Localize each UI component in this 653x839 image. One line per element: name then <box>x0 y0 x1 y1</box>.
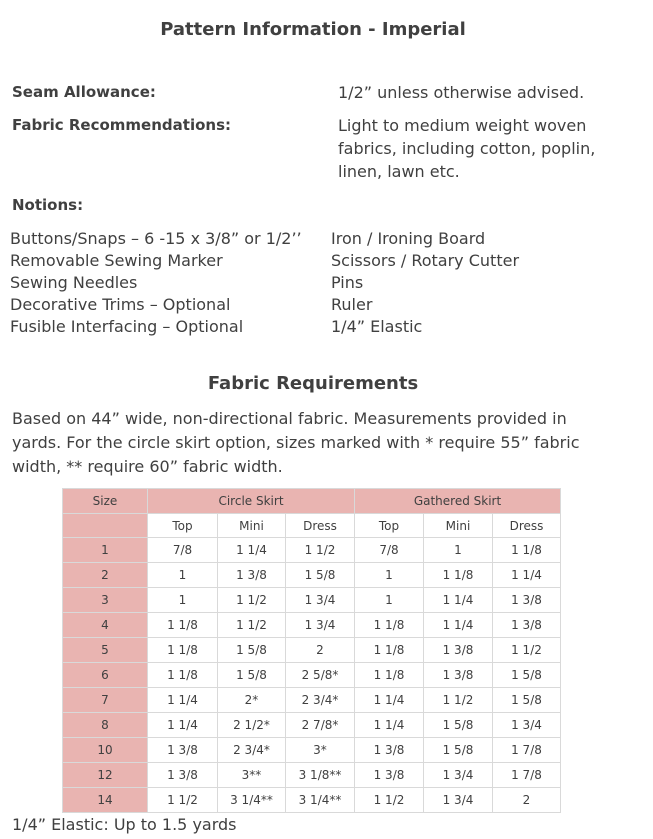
size-cell: 10 <box>63 738 148 763</box>
fabric-recommendations-label: Fabric Recommendations: <box>12 116 231 134</box>
yardage-cell: 1 1/2 <box>148 788 218 813</box>
yardage-cell: 3** <box>218 763 286 788</box>
yardage-cell: 1 5/8 <box>218 663 286 688</box>
table-header-row <box>63 489 561 514</box>
fabric-requirements-title: Fabric Requirements <box>207 373 419 394</box>
page-title: Pattern Information - Imperial <box>160 19 466 40</box>
yardage-cell: 1 5/8 <box>493 688 561 713</box>
yardage-cell: 1 3/4 <box>493 713 561 738</box>
notion-item: Sewing Needles <box>10 273 138 292</box>
circle-top-header: Top <box>148 514 218 538</box>
yardage-cell: 3 1/4** <box>286 788 355 813</box>
table-row <box>63 738 561 763</box>
yardage-cell: 1 1/8 <box>493 538 561 563</box>
size-header: Size <box>63 489 148 514</box>
notion-item: Iron / Ironing Board <box>331 229 486 248</box>
table-row <box>63 613 561 638</box>
yardage-cell: 1 1/4 <box>493 563 561 588</box>
yardage-cell: 1 1/8 <box>148 613 218 638</box>
yardage-cell: 1 3/8 <box>424 663 493 688</box>
yardage-cell: 2 7/8* <box>286 713 355 738</box>
yardage-cell: 2 5/8* <box>286 663 355 688</box>
yardage-cell: 1 3/4 <box>286 613 355 638</box>
table-row <box>63 538 561 563</box>
notion-item: Pins <box>331 273 364 292</box>
size-cell: 7 <box>63 688 148 713</box>
yardage-cell: 1 1/4 <box>424 613 493 638</box>
size-cell: 3 <box>63 588 148 613</box>
yardage-cell: 1 1/2 <box>286 538 355 563</box>
yardage-cell: 1 <box>148 563 218 588</box>
yardage-cell: 1 3/4 <box>424 763 493 788</box>
yardage-cell: 1 <box>148 588 218 613</box>
notion-item: Fusible Interfacing – Optional <box>10 317 244 336</box>
yardage-cell: 1 7/8 <box>493 763 561 788</box>
table-row <box>63 713 561 738</box>
yardage-cell: 2 3/4* <box>286 688 355 713</box>
yardage-cell: 1 1/8 <box>148 663 218 688</box>
yardage-cell: 1 3/8 <box>355 763 424 788</box>
yardage-cell: 1 1/2 <box>424 688 493 713</box>
notion-item: 1/4” Elastic <box>331 317 423 336</box>
table-row <box>63 588 561 613</box>
yardage-cell: 7/8 <box>355 538 424 563</box>
yardage-cell: 1 1/2 <box>218 613 286 638</box>
yardage-cell: 1 1/4 <box>355 713 424 738</box>
fabric-line: Light to medium weight woven <box>338 116 587 135</box>
gathered-skirt-header: Gathered Skirt <box>355 489 561 514</box>
fabric-line: linen, lawn etc. <box>338 162 460 181</box>
yardage-cell: 1 1/4 <box>148 713 218 738</box>
yardage-cell: 1 3/8 <box>424 638 493 663</box>
yardage-cell: 3* <box>286 738 355 763</box>
yardage-cell: 1 7/8 <box>493 738 561 763</box>
table-row <box>63 563 561 588</box>
yardage-cell: 1 1/8 <box>355 638 424 663</box>
yardage-cell: 1 <box>355 588 424 613</box>
yardage-cell: 1 1/4 <box>148 688 218 713</box>
yardage-cell: 1 3/8 <box>218 563 286 588</box>
yardage-cell: 1 <box>424 538 493 563</box>
table-row <box>63 663 561 688</box>
fabric-requirements-description: Based on 44” wide, non-directional fabric. Measurements provided in yards. For the circle skirt option, sizes marked with * require 55” fabric width, ** require 60” fabric width. <box>12 409 580 476</box>
size-cell: 5 <box>63 638 148 663</box>
yardage-cell: 1 1/4 <box>424 588 493 613</box>
yardage-cell: 1 5/8 <box>218 638 286 663</box>
yardage-cell: 2* <box>218 688 286 713</box>
yardage-cell: 1 5/8 <box>424 713 493 738</box>
seam-allowance-value: 1/2” unless otherwise advised. <box>338 83 585 102</box>
yardage-cell: 2 <box>286 638 355 663</box>
notions-label: Notions: <box>12 196 84 214</box>
size-cell: 12 <box>63 763 148 788</box>
notion-item: Buttons/Snaps – 6 -15 x 3/8” or 1/2’’ <box>10 229 302 248</box>
yardage-cell: 1 3/8 <box>493 588 561 613</box>
yardage-cell: 1 1/8 <box>148 638 218 663</box>
yardage-cell: 1 1/8 <box>355 663 424 688</box>
circle-mini-header: Mini <box>218 514 286 538</box>
size-subheader-blank <box>63 514 148 538</box>
circle-dress-header: Dress <box>286 514 355 538</box>
yardage-cell: 1 3/8 <box>148 763 218 788</box>
yardage-cell: 3 1/8** <box>286 763 355 788</box>
yardage-cell: 2 1/2* <box>218 713 286 738</box>
yardage-cell: 1 1/2 <box>218 588 286 613</box>
yardage-cell: 7/8 <box>148 538 218 563</box>
size-cell: 8 <box>63 713 148 738</box>
gathered-mini-header: Mini <box>424 514 493 538</box>
yardage-cell: 1 1/2 <box>493 638 561 663</box>
yardage-cell: 1 5/8 <box>286 563 355 588</box>
size-cell: 2 <box>63 563 148 588</box>
notion-item: Decorative Trims – Optional <box>10 295 231 314</box>
yardage-cell: 1 1/4 <box>218 538 286 563</box>
table-row <box>63 638 561 663</box>
yardage-cell: 1 <box>355 563 424 588</box>
yardage-cell: 1 5/8 <box>424 738 493 763</box>
size-cell: 1 <box>63 538 148 563</box>
notion-item: Removable Sewing Marker <box>10 251 223 270</box>
yardage-cell: 1 3/4 <box>424 788 493 813</box>
yardage-cell: 1 1/8 <box>424 563 493 588</box>
gathered-dress-header: Dress <box>493 514 561 538</box>
yardage-cell: 1 1/4 <box>355 688 424 713</box>
table-row <box>63 688 561 713</box>
seam-allowance-label: Seam Allowance: <box>12 83 156 101</box>
yardage-cell: 1 3/8 <box>493 613 561 638</box>
yardage-cell: 1 5/8 <box>493 663 561 688</box>
yardage-cell: 2 3/4* <box>218 738 286 763</box>
yardage-cell: 3 1/4** <box>218 788 286 813</box>
yardage-cell: 1 3/4 <box>286 588 355 613</box>
fabric-line: fabrics, including cotton, poplin, <box>338 139 596 158</box>
gathered-top-header: Top <box>355 514 424 538</box>
table-row <box>63 788 561 813</box>
size-cell: 4 <box>63 613 148 638</box>
yardage-cell: 1 1/2 <box>355 788 424 813</box>
elastic-footer-note: 1/4” Elastic: Up to 1.5 yards <box>12 815 237 834</box>
fabric-recommendations-value <box>338 114 595 183</box>
circle-skirt-header: Circle Skirt <box>148 489 355 514</box>
yardage-cell: 1 3/8 <box>355 738 424 763</box>
table-row <box>63 763 561 788</box>
fabric-requirements-table <box>62 488 561 813</box>
notions-left-list <box>10 228 302 338</box>
yardage-cell: 2 <box>493 788 561 813</box>
table-subheader-row <box>63 514 561 538</box>
yardage-cell: 1 3/8 <box>148 738 218 763</box>
notions-right-list <box>331 228 519 338</box>
yardage-cell: 1 1/8 <box>355 613 424 638</box>
notion-item: Ruler <box>331 295 373 314</box>
size-cell: 6 <box>63 663 148 688</box>
size-cell: 14 <box>63 788 148 813</box>
notion-item: Scissors / Rotary Cutter <box>331 251 520 270</box>
